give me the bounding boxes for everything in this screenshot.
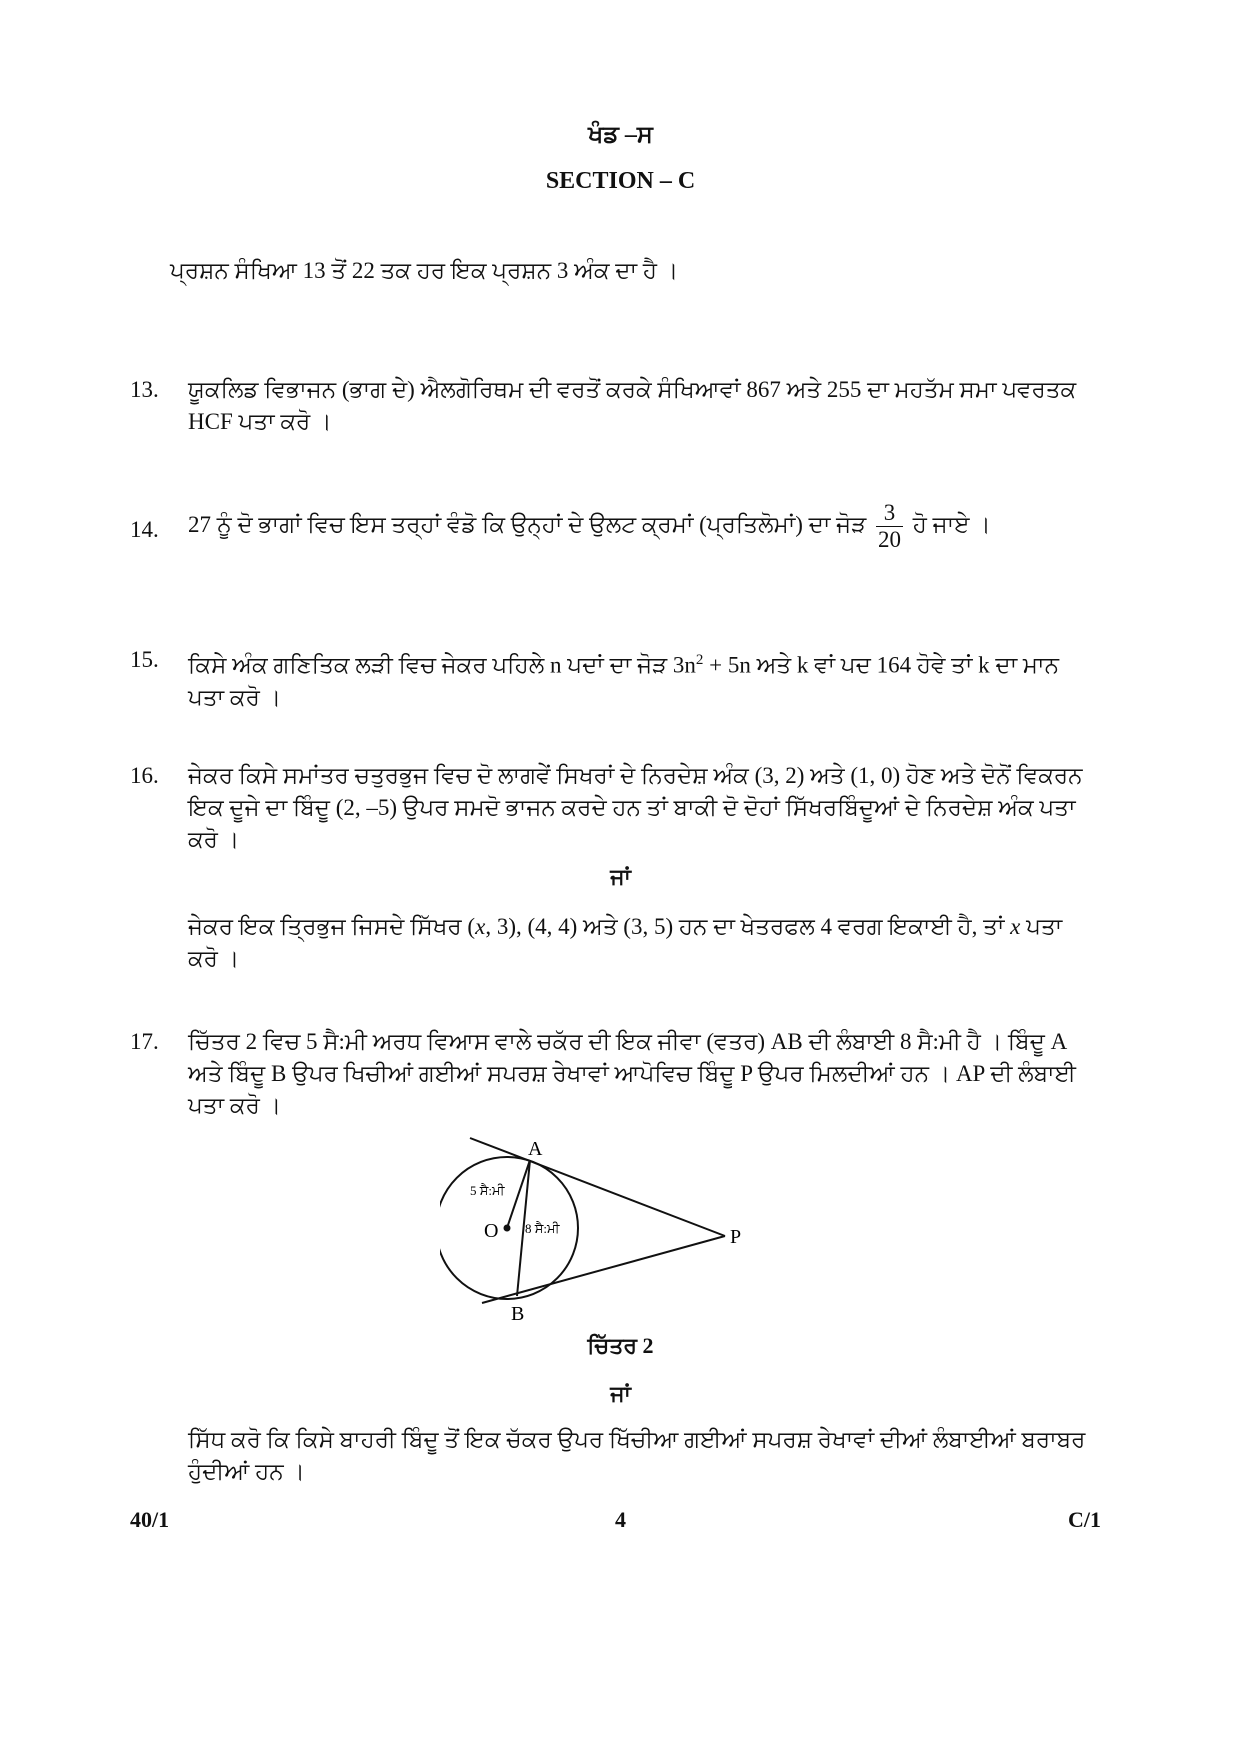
variable-x: x: [475, 914, 486, 939]
fraction: [876, 500, 903, 553]
question-text: ਜੇਕਰ ਕਿਸੇ ਸਮਾਂਤਰ ਚਤੁਰਭੁਜ ਵਿਚ ਦੋ ਲਾਗਵੇਂ ਸਿਖਰਾਂ ਦੇ ਨਿਰਦੇਸ਼ ਅੰਕ (3, 2) ਅਤੇ (1, 0) ਹੋਣ ਅਤੇ ਦੋਨੋਂ ਵਿਕਰਨ ਇਕ ਦੂਜੇ ਦਾ ਬਿੰਦੂ (2, –5) ਉਪਰ ਸਮਦੋ ਭਾਜਨ ਕਰਦੇ ਹਨ ਤਾਂ ਬਾਕੀ ਦੋ ਦੋਹਾਂ ਸਿੱਖਰਬਿੰਦੂਆਂ ਦੇ ਨਿਰਦੇਸ਼ ਅੰਕ ਪਤਾ ਕਰੋ ।: [188, 763, 1083, 852]
footer-page-number: 4: [615, 1507, 626, 1532]
question-number: 16.: [130, 763, 159, 788]
question-text-part: + 5n ਅਤੇ k ਵਾਂ ਪਦ 164 ਹੋਵੇ ਤਾਂ k ਦਾ ਮਾਨ ਪਤਾ ਕਰੋ ।: [188, 652, 1060, 710]
tangent-line-B: [482, 1236, 725, 1303]
or-separator: ਜਾਂ: [610, 864, 631, 889]
exponent: 2: [695, 652, 704, 668]
figure-caption: ਚਿੱਤਰ 2: [587, 1333, 654, 1358]
radius-label: 5 ਸੈ:ਮੀ: [470, 1183, 505, 1198]
question-text-after: ਹੋ ਜਾਏ ।: [912, 511, 991, 537]
label-P: P: [730, 1226, 742, 1248]
label-O: O: [484, 1220, 499, 1242]
question-text-part: ਕਿਸੇ ਅੰਕ ਗਣਿਤਿਕ ਲੜੀ ਵਿਚ ਜੇਕਰ ਪਹਿਲੇ n ਪਦਾਂ ਦਾ ਜੋੜ 3n: [188, 652, 696, 678]
footer-set-code: C/1: [1068, 1507, 1101, 1532]
or-separator: ਜਾਂ: [610, 1381, 631, 1406]
question-number: 14.: [130, 517, 159, 542]
question-text: ਯੂਕਲਿਡ ਵਿਭਾਜਨ (ਭਾਗ ਦੇ) ਐਲਗੋਰਿਥਮ ਦੀ ਵਰਤੋਂ ਕਰਕੇ ਸੰਖਿਆਵਾਂ 867 ਅਤੇ 255 ਦਾ ਮਹਤੱਮ ਸਮਾ ਪਵਰਤਕ HCF ਪਤਾ ਕਰੋ ।: [188, 377, 1077, 434]
section-heading-english: SECTION – C: [545, 168, 696, 194]
question-number: 15.: [130, 647, 159, 672]
question-text-before: 27 ਨੂੰ ਦੋ ਭਾਗਾਂ ਵਿਚ ਇਸ ਤਰ੍ਹਾਂ ਵੰਡੋ ਕਿ ਉਨ੍ਹਾਂ ਦੇ ਉਲਟ ਕ੍ਰਮਾਂ (ਪ੍ਰਤਿਲੋਮਾਂ) ਦਾ ਜੋੜ: [188, 511, 867, 537]
question-number: 13.: [130, 377, 159, 402]
alt-text-part: ਪਤਾ ਕਰੋ ।: [188, 914, 1063, 971]
chord-label: 8 ਸੈ:ਮੀ: [525, 1221, 560, 1236]
fraction-numerator: 3: [876, 500, 903, 527]
label-B: B: [511, 1303, 525, 1325]
question-text: [188, 500, 1088, 553]
footer-paper-code: 40/1: [130, 1507, 170, 1532]
variable-x: x: [1010, 914, 1021, 939]
fraction-denominator: 20: [877, 527, 901, 552]
alt-text-part: , 3), (4, 4) ਅਤੇ (3, 5) ਹਨ ਦਾ ਖੇਤਰਫਲ 4 ਵਰਗ ਇਕਾਈ ਹੈ, ਤਾਂ: [485, 914, 1011, 939]
section-heading-punjabi: ਖੰਡ –ਸ: [588, 122, 653, 148]
center-point: [504, 1225, 511, 1232]
label-A: A: [528, 1138, 543, 1160]
question-text: [188, 644, 1088, 714]
question-text: ਚਿੱਤਰ 2 ਵਿਚ 5 ਸੈ:ਮੀ ਅਰਧ ਵਿਆਸ ਵਾਲੇ ਚਕੱਰ ਦੀ ਇਕ ਜੀਵਾ (ਵਤਰ) AB ਦੀ ਲੰਬਾਈ 8 ਸੈ:ਮੀ ਹੈ । ਬਿੰਦੂ A ਅਤੇ ਬਿੰਦੂ B ਉਪਰ ਖਿਚੀਆਂ ਗਈਆਂ ਸਪਰਸ਼ ਰੇਖਾਵਾਂ ਆਪੋਵਿਚ ਬਿੰਦੂ P ਉਪਰ ਮਿਲਦੀਆਂ ਹਨ । AP ਦੀ ਲੰਬਾਈ ਪਤਾ ਕਰੋ ।: [188, 1029, 1076, 1118]
question-16-alternative: [188, 911, 1088, 975]
question-17-alternative: ਸਿੱਧ ਕਰੋ ਕਿ ਕਿਸੇ ਬਾਹਰੀ ਬਿੰਦੂ ਤੋਂ ਇਕ ਚੱਕਰ ਉਪਰ ਖਿੱਚੀਆ ਗਈਆਂ ਸਪਰਸ਼ ਰੇਖਾਵਾਂ ਦੀਆਂ ਲੰਬਾਈਆਂ ਬਰਾਬਰ ਹੁੰਦੀਆਂ ਹਨ ।: [188, 1427, 1086, 1484]
question-number: 17.: [130, 1029, 159, 1054]
tangent-circle-figure: [440, 1128, 760, 1328]
alt-text-part: ਜੇਕਰ ਇਕ ਤ੍ਰਿਭੁਜ ਜਿਸਦੇ ਸਿੱਖਰ (: [188, 914, 476, 939]
section-instruction: ਪ੍ਰਸ਼ਨ ਸੰਖਿਆ 13 ਤੋਂ 22 ਤਕ ਹਰ ਇਕ ਪ੍ਰਸ਼ਨ 3 ਅੰਕ ਦਾ ਹੈ ।: [170, 258, 679, 283]
